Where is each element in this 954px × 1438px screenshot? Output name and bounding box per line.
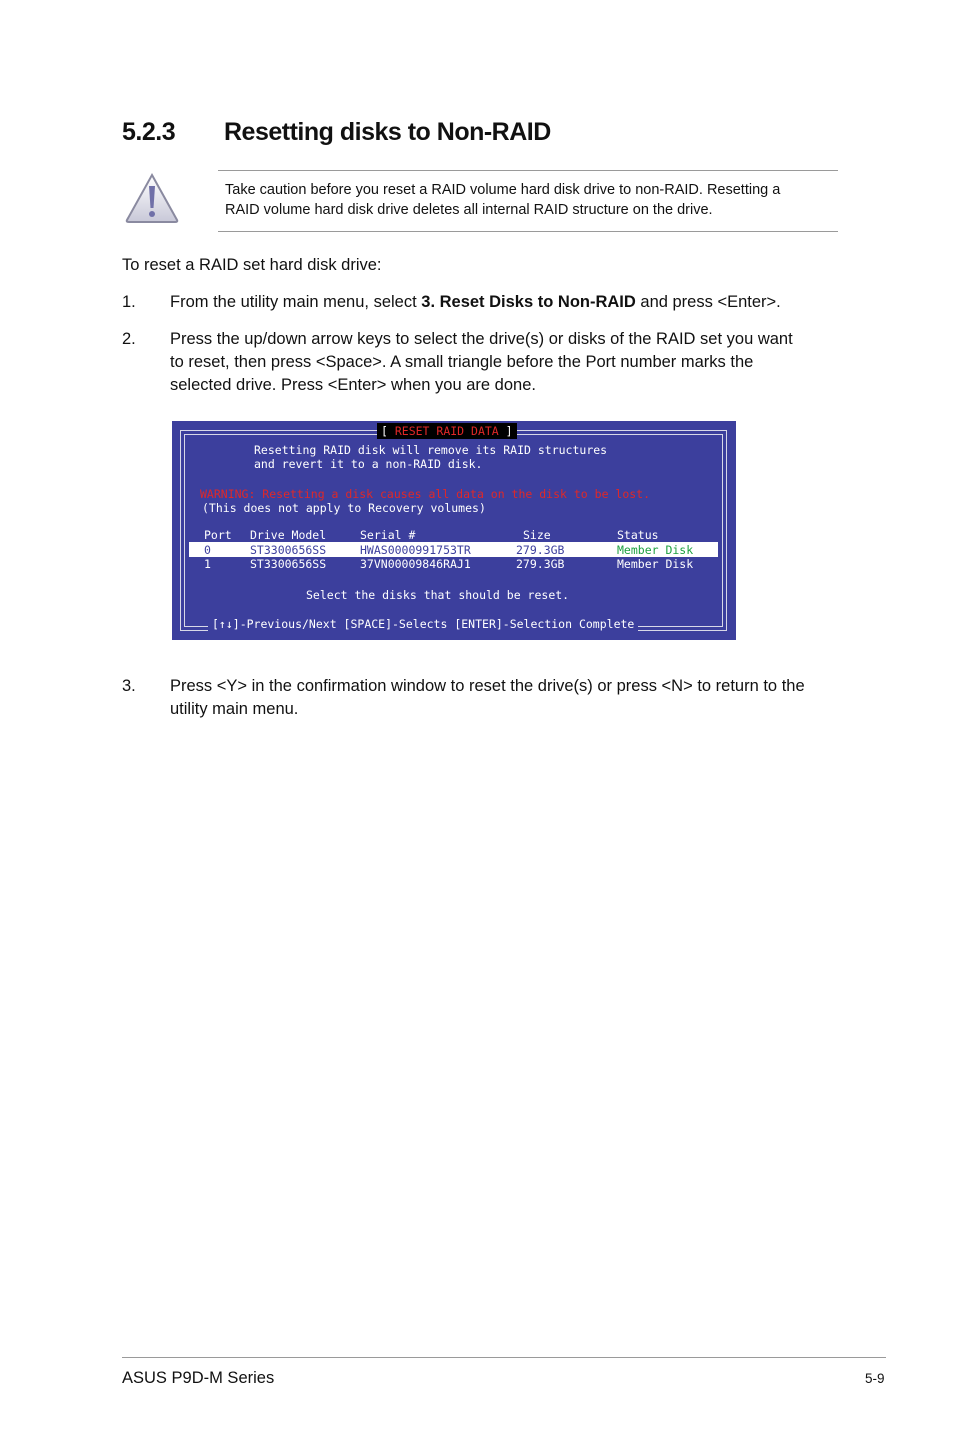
step-2-number: 2. [122, 330, 136, 348]
disk-0-serial[interactable]: HWAS0000991753TR [360, 543, 471, 557]
step-3-number: 3. [122, 677, 136, 695]
caution-triangle-icon [124, 172, 180, 224]
bios-message-line-1: Resetting RAID disk will remove its RAID structures [254, 443, 608, 457]
step-2-line-1: Press the up/down arrow keys to select the drive(s) or disks of the RAID set you want [170, 330, 793, 348]
col-header-model: Drive Model [250, 528, 327, 542]
step-3-line-1: Press <Y> in the confirmation window to reset the drive(s) or press <N> to return to the [170, 677, 805, 695]
footer-page-number: 5-9 [865, 1371, 885, 1386]
step-2-text [170, 328, 842, 397]
step-2-line-3: selected drive. Press <Enter> when you are done. [170, 376, 536, 394]
footer-divider [122, 1357, 886, 1358]
bios-reset-raid-screen [172, 421, 736, 640]
bios-title-text: RESET RAID DATA [394, 424, 499, 438]
col-header-serial: Serial # [360, 528, 416, 542]
caution-line-2: RAID volume hard disk drive deletes all internal RAID structure on the drive. [225, 202, 713, 218]
section-title: Resetting disks to Non-RAID [224, 118, 551, 146]
footer-product: ASUS P9D-M Series [122, 1369, 275, 1387]
caution-text [225, 180, 825, 220]
disk-1-model[interactable]: ST3300656SS [250, 557, 327, 571]
col-header-status: Status [617, 528, 659, 542]
step-3-text [170, 675, 842, 721]
step-1-text [170, 291, 842, 314]
bios-key-help: [↑↓]-Previous/Next [SPACE]-Selects [ENTER]-Selection Complete [208, 616, 638, 632]
bios-note: (This does not apply to Recovery volumes) [202, 501, 486, 515]
caution-line-1: Take caution before you reset a RAID volume hard disk drive to non-RAID. Resetting a [225, 182, 781, 198]
step-1-bold: 3. Reset Disks to Non-RAID [421, 293, 636, 311]
bios-title [377, 423, 517, 439]
disk-0-model[interactable]: ST3300656SS [250, 543, 327, 557]
disk-0-size[interactable]: 279.3GB [516, 543, 565, 557]
bios-message-line-2: and revert it to a non-RAID disk. [254, 457, 483, 471]
bios-title-close: ] [498, 424, 513, 438]
section-number: 5.2.3 [122, 118, 176, 146]
disk-1-size[interactable]: 279.3GB [516, 557, 565, 571]
bios-warning: WARNING: Resetting a disk causes all data on the disk to be lost. [200, 487, 651, 501]
step-2-line-2: to reset, then press <Space>. A small triangle before the Port number marks the [170, 353, 754, 371]
caution-box [218, 170, 838, 232]
col-header-port: Port [204, 528, 232, 542]
step-1-pre: From the utility main menu, select [170, 293, 422, 311]
step-1-post: and press <Enter>. [635, 293, 781, 311]
step-1-number: 1. [122, 293, 136, 311]
bios-prompt: Select the disks that should be reset. [306, 588, 570, 602]
disk-1-port[interactable]: 1 [204, 557, 211, 571]
disk-1-status[interactable]: Member Disk [617, 557, 694, 571]
col-header-size: Size [523, 528, 551, 542]
disk-0-status[interactable]: Member Disk [617, 543, 694, 557]
step-3-line-2: utility main menu. [170, 700, 299, 718]
intro-text: To reset a RAID set hard disk drive: [122, 256, 382, 274]
bios-title-open: [ [381, 424, 395, 438]
disk-0-port[interactable]: 0 [204, 543, 211, 557]
disk-1-serial[interactable]: 37VN00009846RAJ1 [360, 557, 471, 571]
